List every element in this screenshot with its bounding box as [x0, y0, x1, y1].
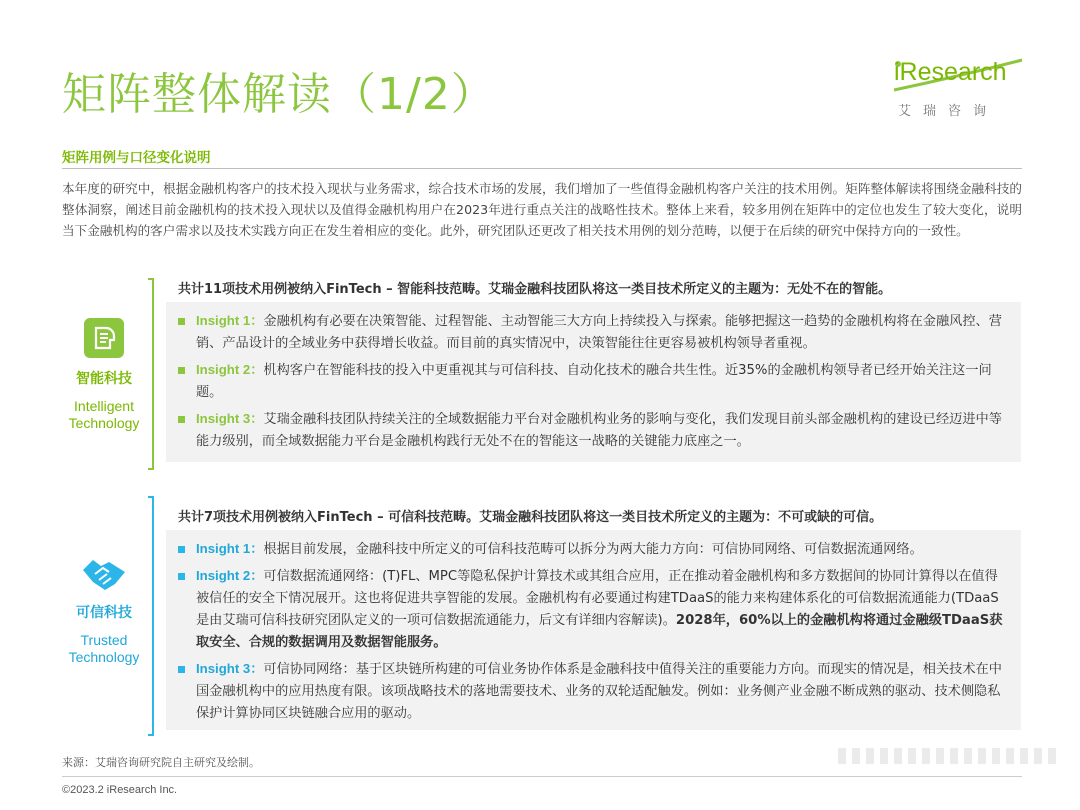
insight-item	[178, 359, 1007, 404]
square-bullet-icon	[178, 318, 185, 325]
insight-item	[178, 538, 1007, 561]
insight-text: 艾瑞金融科技团队持续关注的全域数据能力平台对金融机构业务的影响与变化，我们发现目前头部金融机构的建设已经迈进中等能力级别，而全域数据能力平台是金融机构践行无处不在的智能这一战略的关键能力底座之一。	[196, 412, 1002, 449]
square-bullet-icon	[178, 573, 185, 580]
insight-text: 根据目前发展，金融科技中所定义的可信科技范畴可以拆分为两大能力方向：可信协同网络、可信数据流通网络。	[263, 542, 923, 557]
insight-label: Insight 2：	[196, 568, 264, 583]
insight-panel-intelligent	[166, 302, 1021, 462]
source-note: 来源：艾瑞咨询研究院自主研究及绘制。	[62, 756, 260, 769]
insight-item	[178, 310, 1007, 355]
intro-paragraph: 本年度的研究中，根据金融机构客户的技术投入现状与业务需求，综合技术市场的发展，我们增加了一些值得金融机构客户关注的技术用例。矩阵整体解读将围绕金融科技的整体洞察，阐述目前金融机构的技术投入现状以及值得金融机构用户在2023年进行重点关注的战略性技术。整体上来看，较多用例在矩阵中的定位也发生了较大变化，说明当下金融机构的客户需求以及技术实践方向正在发生着相应的变化。此外，研究团队还更改了相关技术用例的划分范畴，以便于在后续的研究中保持方向的一致性。	[62, 181, 1022, 238]
category-intelligent	[56, 318, 152, 432]
page-title: 矩阵整体解读（1/2）	[62, 69, 496, 120]
category-trusted	[56, 556, 152, 666]
insight-item	[178, 565, 1007, 654]
category-name-en-line1: Intelligent	[74, 398, 134, 414]
insight-item	[178, 658, 1007, 725]
category-name-zh: 可信科技	[76, 605, 132, 621]
insight-panel-trusted	[166, 530, 1021, 730]
category-name-en-line1: Trusted	[80, 632, 128, 648]
insight-item	[178, 408, 1007, 453]
insight-emphasis: 2028年，60%以上的金融机构将通过金融级TDaaS获取安全、合规的数据调用及数据智能服务。	[196, 613, 1003, 650]
section-heading: 矩阵用例与口径变化说明	[62, 150, 211, 166]
footer-divider	[62, 776, 1022, 777]
category-name-en-line2: Technology	[68, 649, 140, 665]
insight-label: Insight 1：	[196, 313, 264, 328]
ai-chip-head-icon	[56, 318, 152, 362]
insight-label: Insight 2：	[196, 362, 264, 377]
logo-subtitle: 艾瑞咨询	[898, 104, 999, 119]
insight-text: 金融机构有必要在决策智能、过程智能、主动智能三大方向上持续投入与探索。能够把握这一趋势的金融机构将在金融风控、营销、产品设计的全域业务中获得增长收益。而目前的真实情况中，决策智能往往更容易被机构领导者重视。	[196, 314, 1002, 351]
logo-wordmark: iResearch	[894, 58, 1007, 86]
square-bullet-icon	[178, 666, 185, 673]
section-divider	[62, 168, 1022, 169]
watermark	[838, 748, 1058, 764]
square-bullet-icon	[178, 367, 185, 374]
square-bullet-icon	[178, 416, 185, 423]
insight-label: Insight 1：	[196, 541, 264, 556]
copyright: ©2023.2 iResearch Inc.	[62, 784, 178, 796]
block-headline: 共计7项技术用例被纳入FinTech – 可信科技范畴。艾瑞金融科技团队将这一类目技术所定义的主题为：不可或缺的可信。	[178, 510, 883, 525]
block-headline: 共计11项技术用例被纳入FinTech – 智能科技范畴。艾瑞金融科技团队将这一类目技术所定义的主题为：无处不在的智能。	[178, 282, 892, 297]
insight-text: 机构客户在智能科技的投入中更重视其与可信科技、自动化技术的融合共生性。近35%的金融机构领导者已经开始关注这一问题。	[196, 363, 992, 400]
insight-text: 可信协同网络：基于区块链所构建的可信业务协作体系是金融科技中值得关注的重要能力方向。而现实的情况是，相关技术在中国金融机构中的应用热度有限。该项战略技术的落地需要技术、业务的双轮适配触发。例如：业务侧产业金融不断成熟的驱动、技术侧隐私保护计算协同区块链融合应用的驱动。	[196, 662, 1002, 721]
handshake-icon	[56, 556, 152, 596]
category-name-en-line2: Technology	[68, 415, 140, 431]
block-bracket-green	[148, 278, 154, 470]
insight-label: Insight 3：	[196, 661, 264, 676]
square-bullet-icon	[178, 546, 185, 553]
block-bracket-blue	[148, 496, 154, 736]
insight-label: Insight 3：	[196, 411, 264, 426]
iresearch-logo	[890, 56, 1030, 126]
category-name-zh: 智能科技	[76, 371, 132, 387]
insight-text: 可信数据流通网络：(T)FL、MPC等隐私保护计算技术或其组合应用，正在推动着金融机构和多方数据间的协同计算得以在值得被信任的安全下情况展开。这也将促进共享智能的发展。金融机构有必要通过构建TDaaS的能力来构建体系化的可信数据流通能力(TDaaS是由艾瑞可信科技研究团队定义的一项可信数据流通能力，后文有详细内容解读)。	[196, 569, 999, 628]
